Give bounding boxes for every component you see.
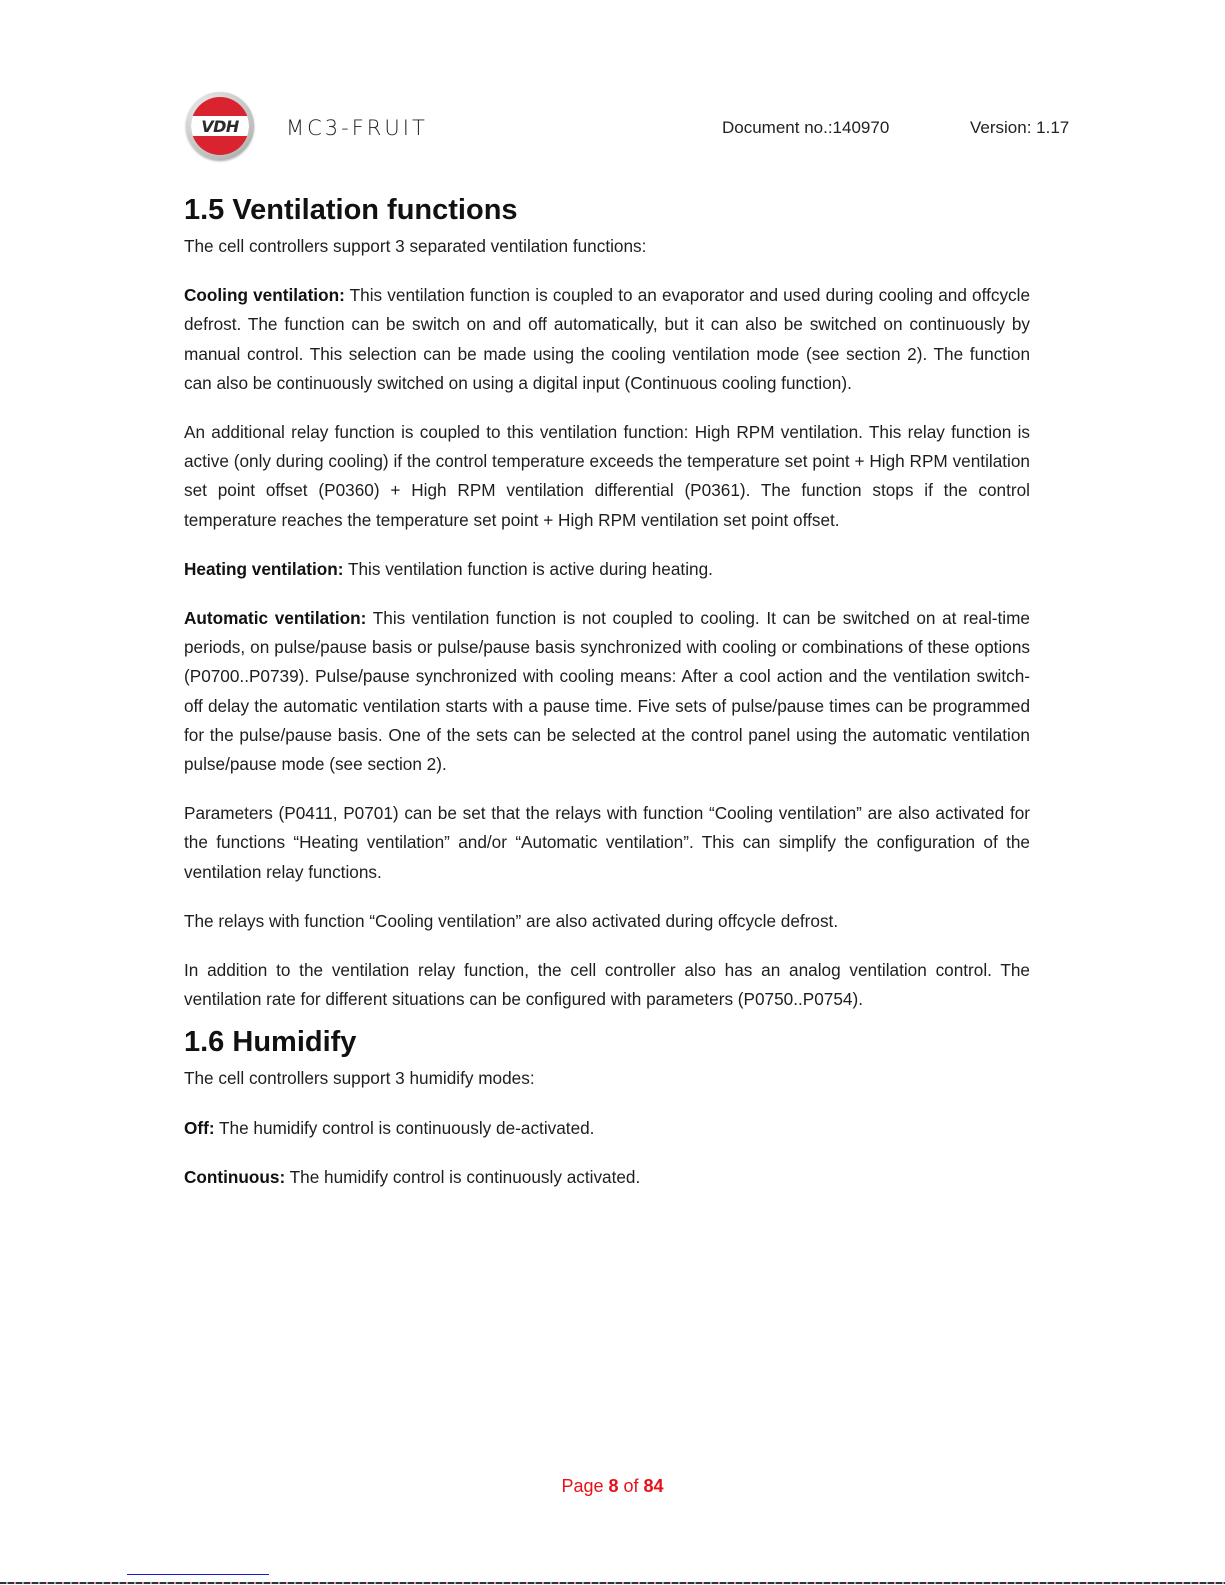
cooling-ventilation-term: Cooling ventilation: bbox=[184, 285, 345, 306]
link-underline[interactable] bbox=[127, 1574, 269, 1575]
page-label: Page bbox=[561, 1476, 609, 1496]
high-rpm-paragraph: An additional relay function is coupled to this ventilation function: High RPM ventilation. This relay function is active (only during cooling) if the control temperature exceeds the temperature set point + High RPM ventilation set point offset (P0360) + High RPM ventilation differential (P0361). The function stops if the control temperature reaches the temperature set point + High RPM ventilation set point offset. bbox=[184, 422, 1030, 530]
page-content bbox=[184, 190, 1030, 1212]
humidify-off-paragraph bbox=[184, 1114, 1030, 1143]
parameters-paragraph: Parameters (P0411, P0701) can be set that the relays with function “Cooling ventilation” are also activated for the functions “Heating ventilation” and/or “Automatic ventilation”. This can simplify the configuration of the ventilation relay functions. bbox=[184, 803, 1030, 882]
cooling-ventilation-text: This ventilation function is coupled to an evaporator and used during cooling and offcycle defrost. The function can be switch on and off automatically, but it can also be switched on continuously by manual control. This selection can be made using the cooling ventilation mode (see section 2). The function can also be continuously switched on using a digital input (Continuous cooling function). bbox=[184, 285, 1031, 393]
section-heading-humidify: 1.6 Humidify bbox=[184, 1026, 357, 1059]
humidify-continuous-text: The humidify control is continuously activated. bbox=[285, 1166, 641, 1187]
page-header bbox=[186, 92, 1086, 162]
analog-ventilation-paragraph: In addition to the ventilation relay function, the cell controller also has an analog ventilation control. The ventilation rate for different situations can be configured with parameters (P0750..P0754). bbox=[184, 960, 1030, 1010]
heating-ventilation-paragraph bbox=[184, 555, 1030, 584]
humidify-off-text: The humidify control is continuously de-activated. bbox=[214, 1117, 595, 1138]
page-bottom-border bbox=[0, 1582, 1225, 1584]
ventilation-intro: The cell controllers support 3 separated ventilation functions: bbox=[184, 236, 647, 256]
section-heading-ventilation: 1.5 Ventilation functions bbox=[184, 194, 518, 226]
logo-band bbox=[191, 116, 249, 136]
humidify-continuous-term: Continuous: bbox=[184, 1166, 286, 1187]
humidify-continuous-paragraph bbox=[184, 1163, 1030, 1192]
heating-ventilation-term: Heating ventilation: bbox=[184, 558, 344, 579]
page-footer bbox=[0, 1476, 1225, 1497]
current-page: 8 bbox=[608, 1476, 619, 1496]
of-label: of bbox=[618, 1476, 644, 1496]
automatic-ventilation-paragraph bbox=[184, 604, 1030, 779]
product-name: MC3-FRUIT bbox=[286, 116, 428, 140]
total-pages: 84 bbox=[643, 1476, 664, 1496]
humidify-intro: The cell controllers support 3 humidify modes: bbox=[184, 1068, 535, 1089]
humidify-off-term: Off: bbox=[184, 1117, 215, 1138]
document-version: Version: 1.17 bbox=[970, 118, 1070, 137]
automatic-ventilation-term: Automatic ventilation: bbox=[184, 608, 367, 629]
logo-red-disc bbox=[191, 97, 249, 155]
relays-paragraph: The relays with function “Cooling ventilation” are also activated during offcycle defrost. bbox=[184, 910, 839, 931]
vdh-logo bbox=[186, 92, 254, 160]
document-number: Document no.:140970 bbox=[722, 118, 890, 137]
heating-ventilation-text: This ventilation function is active during heating. bbox=[343, 558, 713, 579]
automatic-ventilation-text: This ventilation function is not coupled to cooling. It can be switched on at real-time periods, on pulse/pause basis or pulse/pause basis synchronized with cooling or combinations of these options (P0700..P0739). Pulse/pause synchronized with cooling means: After a cool action and the ventilation switch-off delay the automatic ventilation starts with a pause time. Five sets of pulse/pause times can be programmed for the pulse/pause basis. One of the sets can be selected at the control panel using the automatic ventilation pulse/pause mode (see section 2). bbox=[184, 608, 1030, 775]
logo-text: VDH bbox=[201, 116, 239, 136]
cooling-ventilation-paragraph bbox=[184, 281, 1030, 398]
